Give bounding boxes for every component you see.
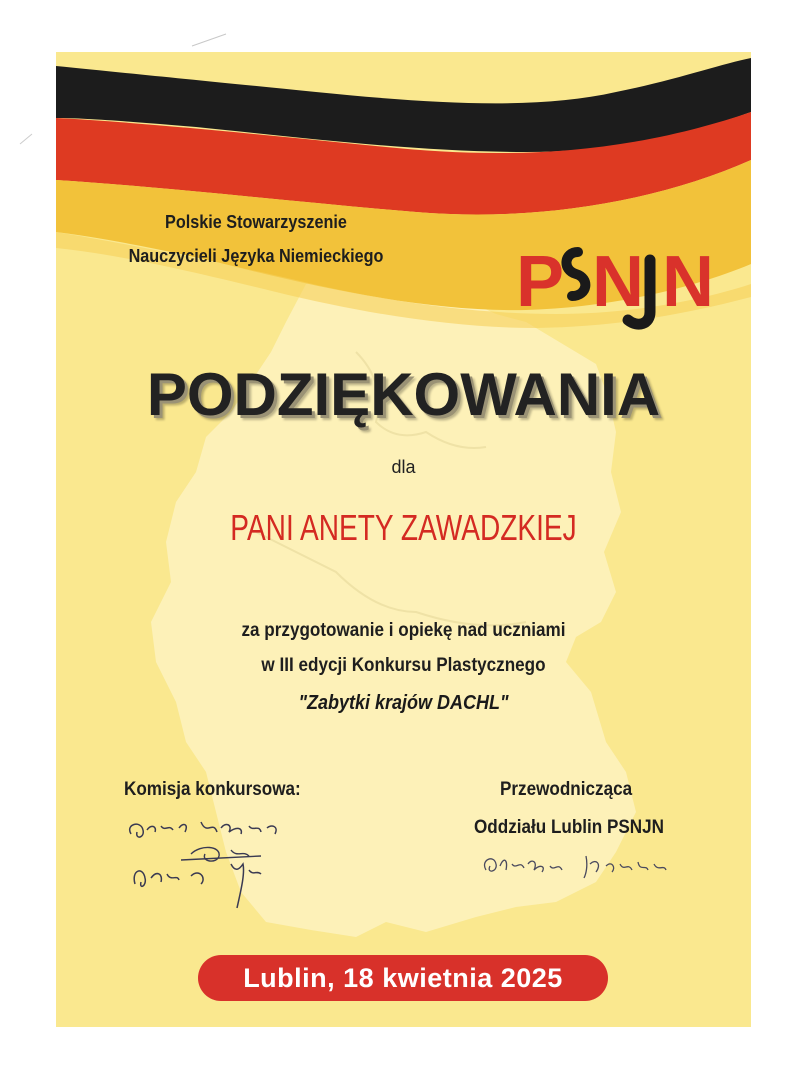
svg-text:N: N bbox=[662, 242, 714, 322]
psnjn-logo-icon bbox=[516, 230, 726, 340]
scan-mark bbox=[18, 130, 38, 150]
scan-mark bbox=[190, 30, 230, 50]
for-label: dla bbox=[391, 457, 416, 477]
svg-text:N: N bbox=[592, 242, 644, 322]
reason-line1: za przygotowanie i opiekę nad uczniami bbox=[241, 620, 566, 641]
recipient-name: PANI ANETY ZAWADZKIEJ bbox=[230, 507, 577, 548]
committee-signatures bbox=[121, 812, 301, 922]
committee-label: Komisja konkursowa: bbox=[124, 779, 301, 800]
organization-name-line1: Polskie Stowarzyszenie bbox=[165, 212, 347, 232]
chair-signature bbox=[476, 842, 676, 892]
reason-line2: w III edycji Konkursu Plastycznego bbox=[261, 655, 546, 676]
contest-name: "Zabytki krajów DACHL" bbox=[298, 692, 509, 714]
organization-name-line2: Nauczycieli Języka Niemieckiego bbox=[128, 246, 384, 266]
certificate-title: PODZIĘKOWANIA bbox=[146, 361, 661, 428]
svg-text:P: P bbox=[516, 242, 561, 322]
certificate-paper bbox=[56, 52, 751, 1027]
place-date-badge: Lublin, 18 kwietnia 2025 bbox=[198, 955, 608, 1001]
chair-label-line1: Przewodnicząca bbox=[500, 779, 633, 800]
chair-label-line2: Oddziału Lublin PSNJN bbox=[474, 817, 665, 838]
